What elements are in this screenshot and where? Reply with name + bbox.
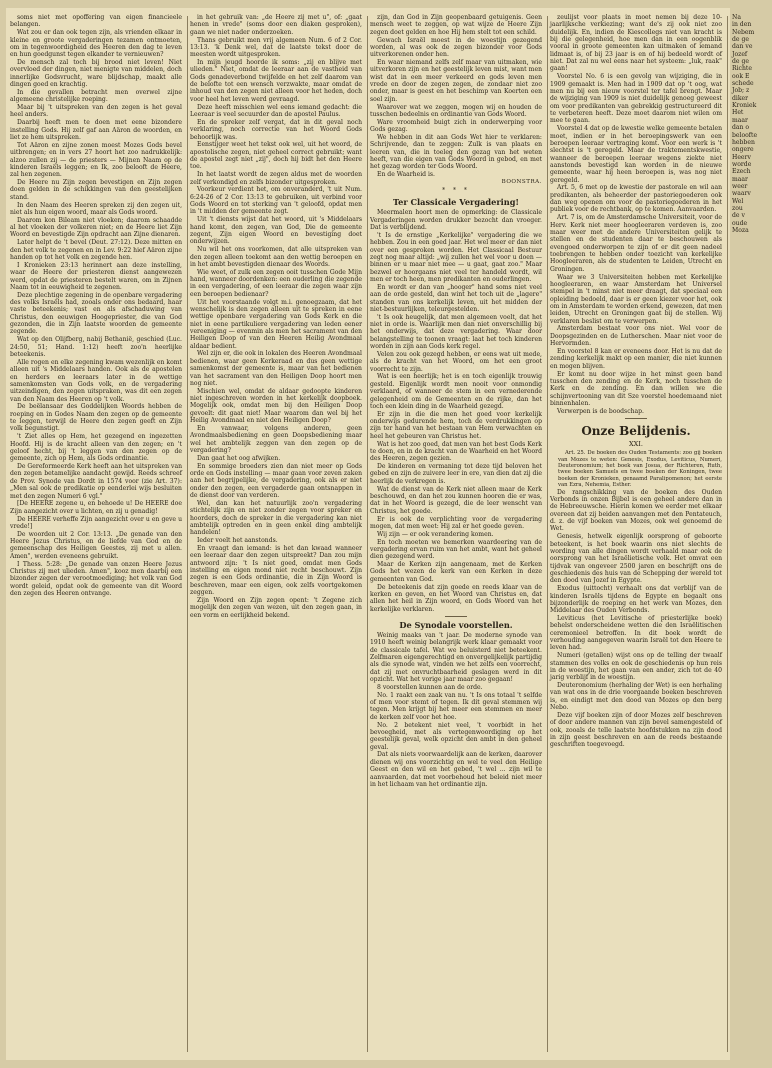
cropped-line: maar <box>732 116 748 124</box>
paragraph: Eenstijger weet het tekst ook wel, uit het woord, de apostolische zegen, niet geheel correct gebruikt; want de apostel zegt niet „zij", doch hij bidt het den Heere toe. <box>190 141 362 171</box>
paragraph: Wat zou er dan ook tegen zijn, als vrienden elkaar in kleine en groote vergaderingen tezamen ontmoeten, om in tegenwoordigheid des Heeren den dag te leven en hun goedgunst tegen elkander te vernieuwen? <box>10 29 182 59</box>
paragraph: Waar we 3 Universiteiten hebben met Kerkelijke hoogleeraren, en waar Amsterdam het Universel stempel in 't minst niet meer draagt, dat speciaal een opleiding bedoeld, daar is er geen kiezer voor het, ook om in Amsterdam te worden erkend, gewezen, dat men leiden, Utrecht en Groningen gaat bij de stellen. Wij verklaren beslist om te verwerpen. <box>550 273 722 325</box>
paragraph: En wordt er dan van „hooger" hand soms niet veel aan de orde gesteld, dan wint het toch uit de „lagere" standen van ons kerkelijk leven, uit het midden der niet-bestuurlijken, teleurgestelden. <box>370 283 542 313</box>
paragraph: Er is ook de verplichting voor de vergadering mogen, dat men weet: Hij zal er het goede geven. <box>370 515 542 530</box>
paragraph: Deze vijf boeken zijn of door Mozes zelf beschreven of door andere mannen van zijn bevel samengesteld of ook, zooals de telle laatste hoofdstukken na zijn dood in zijn geest beschreven en aan de reeds bestaande geschriften toegevoegd. <box>550 712 722 749</box>
paragraph: Daarom kon Bileam niet vloeken; daarom schaadde al het vloeken der volkeren niet; en de Heere liet Zijn Woord en bevestigde Zijn opdracht aan Zijne dienaren. <box>10 216 182 239</box>
cropped-line: ook E <box>732 72 750 80</box>
paragraph: Gewach Israël moest in de woestijn gezegend worden, al was ook de zegen bizonder voor Gods uitverkorenen onder hen. <box>370 36 542 59</box>
column-3 <box>370 14 542 1054</box>
column-rule <box>187 16 188 1052</box>
divider <box>625 418 647 419</box>
article-heading: Onze Belijdenis. <box>581 424 691 439</box>
paragraph: Exodus (uittocht) verhaalt ons dat verblijf van de kinderen Israëls tijdens de Egypte en begaalt ons bijzonderlijk de roeping en het werk van Mozes, den Middelaar des Ouden Verbonds. <box>550 585 722 615</box>
paragraph: Maar de Kerken zijn aangenaam, met de Kerken Gods het wezen de kerk van een Kerken in deze gemeenten van God. <box>370 561 542 583</box>
paragraph: Leviticus (het Levitische of priesterlijke boek) behelst onderscheidene wetten die den Israëlitischen ceremonieel betroffen. In dit boek wordt de verhouding aangegeven waarin Israël tot den Heere te leven had. <box>550 615 722 652</box>
paragraph: Wat de dienst van de Kerk niet alleen maar de Kerk beschouwd, en dan het zou kunnen hooren die er was, dat in het Woord is gezegd, die de leer wenscht van Christus, het goede. <box>370 485 542 515</box>
paragraph: Wat op den Olijfberg, nabij Bethanië, geschied (Luc. 24:50, 51; Hand. 1:12) heeft zoo'n heerlijke beteekenis. <box>10 336 182 358</box>
paragraph: Tot Aäron en zijne zonen moest Mozes Gods bevel uitbrengen; en in vers 27 hoort het zoo nadrukkelijk: alzoo zullen zij — de priesters — Mijnen Naam op de kinderen Israëls leggen; en Ik, zoo belooft de Heere, zal hen zegenen. <box>10 141 182 179</box>
paragraph: Uit het voorstaande volgt m.i. genoegzaam, dat het wenschelijk is den zegen alleen uit te spreken in eene wettige openbare vergadering van Gods Kerk en die niet in eene partikuliere vergadering van leden eener vereeniging — evenmin als men het sacrament van den Heiligen Doop of van den Heeren Heilig Avondmaal aldaar bedient. <box>190 298 362 350</box>
paragraph: Dat als niets voorwaardelijk aan de kerken, daarover dienen wij ons voorzichtig en wel te veel den Heilige Geest en den wil en het gebed, 't wel ... zijn wil te aanvaarden, dat met voorbehoud het beleid niet meer in het lichaam van het ordinantie zijn. <box>370 751 542 788</box>
paragraph: De beteekenis dat zijn goede en reeds klaar van de kerken en geven, en het Woord van Christus en, dat allen het heil in Zijn woord, en Gods Woord van het kerkelijke verklaren. <box>370 583 542 613</box>
quoted-article: Art. 25. De boeken des Ouden Testaments: zoo gij boeken van Mozes te weten: Genesis, Exodus, Leviticus, Numeri, Deuteronomium; het boek van Josua, der Richteren, Ruth, twee boeken Samuels en twee boeken der Koningen, twee boeken der Kronieken, genaamd Paralipomenon; het eerste van Ezra, Nehemia, Esther. <box>558 450 722 488</box>
paragraph: In den Naam des Heeren spreken zij den zegen uit, niet als hun eigen woord, maar als Gods woord. <box>10 201 182 216</box>
paragraph: Voorstel No. 6 is een gevolg van wijziging, die in 1909 gemaakt is. Men had in 1909 dat op 't oog, wat men nu bij een nieuw voorstel ter tafel brengt. Maar de wijziging van 1909 is niet duidelijk genoeg geweest om voor predikanten van gebrekkig gestructureerd dit te verbeteren heeft. Deze moet daarom niet wilen om mee te gaan. <box>550 73 722 125</box>
paragraph: De mensch zal toch bij brood niet leven! Niet overvloed der dingen, niet menigte van middelen, doch innerlijke Godsvrucht, ware blijdschap, maakt alle dingen goed en krachtig. <box>10 59 182 89</box>
paragraph: Wat is een heerlijk; het is en toch eigenlijk trouwig gesteld. Eigenlijk wordt men nooit voor onmondig verklaard, of wanneer de stem in een vernederende gelegenheid om de Gemeenten en de rijke, dan het toch een klein ding in de Waarheid gezegd. <box>370 373 542 410</box>
author-signature: BOONSTRA. <box>501 179 542 186</box>
cropped-line: oude <box>732 219 748 227</box>
cropped-line: diker <box>732 94 749 102</box>
cropped-line: dan ve <box>732 43 753 51</box>
paragraph: En toch moeten we bemerken waardeering van de vergadering ervan ruim van het ambt, want het geheel dien gezegend werd. <box>370 538 542 561</box>
paragraph: Wie weet, of zulk een zegen ooit tusschen Gode Mijn hand, wanneer doordenken: een ouderling die zegende in een vergadering, of een leeraar die zegen waar zijn een beroepen bedienaar? <box>190 268 362 298</box>
cropped-line: hebben <box>732 138 755 146</box>
paragraph: 't Ziet alles op Hem, het gezegend en ingezetten Hoofd. Hij is de kracht alleen van den zegen; en 't geloof hecht, bij 't leggen van den zegen op de gemeente, zich op Hem, als Gods ordinantie. <box>10 433 182 463</box>
newspaper-page <box>6 8 758 1060</box>
paragraph: No. 2 betekent niet veel, 't voorbidt in het bevoegheid, met als vertegenwoordiging op het geestelijk geval, welk opzicht den ambt in den geheel geval. <box>370 721 542 751</box>
paragraph: De Gereformeerde Kerk heeft aan het uitspreken van den zegen betamelijke aandacht gewijd. Reeds schreef de Prov. Synode van Dordt in 1574 voor (zie Art. 37): „Men sal ook de predikatie op eenderlei wijs besluiten met den zegen Numeri 6 vgl." <box>10 463 182 500</box>
column-rule <box>727 16 728 1052</box>
cropped-line: de ge <box>732 36 749 44</box>
paragraph: No. 1 raakt een zaak van nu. 't Is ons totaal 't selfde of men voor stemt of tegen. Ik dit geval stemmen wij tegen. Men krijgt bij het meer een stemmen en meer de kerken zelf voor het hoe. <box>370 691 542 721</box>
paragraph: Velen zou ook gezegd hebben, er eens wat uit mede, als de kracht van het Woord, om het een groot voorrecht te zijn. <box>370 350 542 373</box>
paragraph: Er komt nu door wijze in het minst geen band tusschen den zending en de Kerk, noch tusschen de Kerk en de zending. En dan willen we die schijnvertooning van dit Sze voerstel hoedemaand niet binnenhalen. <box>550 370 722 407</box>
cropped-line: Job; z <box>732 87 750 95</box>
column-1 <box>10 14 182 1054</box>
paragraph: Ware vroomheid buigt zich in onderwerping voor Gods gezag. <box>370 118 542 134</box>
paragraph: De Heere nu Zijn zegen bevestigen en Zijn zegen doen gelden in de schikkingen van den geestelijken stand. <box>10 179 182 201</box>
paragraph: En sommige broeders zien dan niet meer op Gods orde en Gods instelling — maar gaan voor zeven zaken aan het begrijpelijke, de vergadering, ook als er niet onder den zegen, een vergaderde gaan ontsnappen in de dienst door van verderen. <box>190 462 362 499</box>
cropped-line: Kroniek <box>732 102 757 110</box>
paragraph: Wat is het zoo goed, dat men van het best Gods Kerk te doen, en in de kracht van de Waarheid en het Woord des Heeren, zegen gezien. <box>370 440 542 463</box>
paragraph: soms niet met opoffering van eigen financieele belangen. <box>10 14 182 29</box>
cropped-line: Wel <box>732 197 744 205</box>
paragraph: En vanwaar, volgens anderen, geen Avondmaalsbediening en geen Doopsbediening maar wel het ambtelijk zeggen van den zegen op de vergadering? <box>190 424 362 454</box>
paragraph: Voorkeur verdient het, om onveranderd, 't uit Num. 6:24-26 of 2 Cor. 13:13 te gebruiken, uit verbind voor Gods Woord en tot sterking van 't geloofd, opdat men in 't midden der gemeente zegt. <box>190 186 362 216</box>
paragraph: Ieder voelt het aanstonds. <box>197 537 278 545</box>
column-5-cropped <box>732 14 772 1054</box>
column-4 <box>550 14 722 1054</box>
paragraph: Genesis, hetwelk eigenlijk oorsprong of geboorte beteekent, is het boek waarin ons niet slechts de wording van alle dingen wordt verhaald maar ook de oorsprong van het Israëlietische volk. Het omvat een tijdvak van ongeveer 2500 jaren en beschrijft ons de geschiedenis des huis van de Schepping der wereld tot den dood van Jozef in Egypte. <box>550 533 722 585</box>
cropped-line: waarv <box>732 190 751 198</box>
paragraph: Verwerpen is de boodschap. <box>557 407 644 415</box>
paragraph: Alle rogen en elke zegening kwam wezenlijk en komt alleen uit 's Middelaars handen. Ook als de apostelen en herders en leeraars later in de wettige samenkomsten van Gods volk, en de vergadering uitzeindigen, den zegen uitspraken, was dit een zegen van den Naam des Heeren op 't volk. <box>10 358 182 403</box>
paragraph: En vraagt dan iemand: is het dan kwaad wanneer een leeraar daar den zegen uitspreekt? Dan zou mijn antwoord zijn: 't Is niet goed, omdat men Gods instelling en eigen mond niet recht beschouwt. Zijn zegen is een Gods ordinantie, die in Zijn Woord is beschreven, maar een eigen, ook zelfs voortgekomen zeggen. <box>190 544 362 596</box>
paragraph: Amsterdam bestaat voor ons niet. Wel voor de Doopsgezinden en de Lutherschen. Maar niet voor de Hervormden. <box>550 325 722 348</box>
paragraph: Art. 5, 6 met op de kwestie der pastorale en wil aan predikanten, als beheerder der pastoriegoederen ook dan weg openen om voor de pastoriegoederen in het publiek voor de rechtbank, op te komen. Aanvaarden. <box>550 184 722 214</box>
cropped-line: zou <box>732 204 743 212</box>
paragraph: zijn, dan God in Zijn geopenbaard getuigenis. Geen mensch weet te zeggen, op wat wijze de Heere Zijn zegen doet gelden en hoe Hij hem stelt tot een schild. <box>370 14 542 36</box>
cropped-line: Na <box>732 14 741 21</box>
paragraph: Later helpt de 't bevel (Deut. 27:12). Deze mitten en den het volk te zegenen en in Lev. 9:22 hief Aäron zijne handen op tot het volk en zegende hen. <box>10 239 182 261</box>
column-rule <box>367 16 368 1052</box>
cropped-line: Moza <box>732 226 749 234</box>
cropped-line: de ge <box>732 58 749 66</box>
cropped-line: Ezech <box>732 168 751 176</box>
cropped-line: Nebem <box>732 28 755 36</box>
article-heading: De Synodale voorstellen. <box>399 619 513 630</box>
cropped-line: Heerv <box>732 153 751 161</box>
paragraph: Waarover wat we zeggen, mogen wij en houden de tusschen bedeelnis en ordinantie van Gods Woord. <box>370 103 542 118</box>
paragraph: Wij zijn — er ook verandering komen. <box>377 530 494 538</box>
paragraph: Thans gebruikt men vrij algemeen Num. 6 of 2 Cor. 13:13. 'k Denk wel, dat de laatste tekst door de meesten wordt uitgesproken. <box>190 36 362 59</box>
paragraph: Numeri (getallen) wijst ons op de telling der twaalf stammen des volks en ook de geschiedenis op hun reis in de woestijn, het gaan van een ander, zich tot de 40 jarig verblijf in de woestijn. <box>550 652 722 682</box>
paragraph: Maar bij 't uitspreken van den zegen is het geval heel anders. <box>10 104 182 119</box>
cropped-line: schede <box>732 80 754 88</box>
paragraph: De kinderen en vermaning tot deze tijd beloven het gebed en zijn de zuivere leer in ere, van dien dat zij die heerlijk de verkregen is. <box>370 463 542 485</box>
paragraph: En voorstel 8 kan er eveneens door. Het is nu dat de zending kerkelijk makt op een manier, die niet kunnen en mogen blijven. <box>550 347 722 370</box>
paragraph: [De HEERE zegene u, en behoede u! De HEERE doe Zijn aangezicht over u lichten, en zij u genadig! <box>10 500 182 515</box>
paragraph: Voorstel 4 dat op de kwestie welke gemeente betalen moet, indien er in het beroepingswerk van een beroepen leeraar vertraging komt. Voor een werk is 't slechtst is 't geregeld. Maar de traktementskwestie, wanneer de beroepen leeraar wegens ziekte niet aanstonds bevestigd kan worden in de nieuwe gemeente, waar hij heen beroepen is, was nog niet geregeld. <box>550 125 722 184</box>
cropped-line: beloofte <box>732 131 758 139</box>
paragraph: Dan gaat het oog afwijken. <box>197 454 281 462</box>
cropped-line: dan o <box>732 124 750 132</box>
cropped-line: in den <box>732 21 752 29</box>
paragraph: En waar niemand zelfs zelf maar van uitmaken, wie uitverkoren zijn en het geestelijk leven mist, want men wist dat in een meer verkeerd en gods leven men vrede en door de zegen zegen, de zondaar niet zoo onder, maar is geest en het beschimp van Koerten een soel zijn. <box>370 59 542 103</box>
paragraph: in het gebruik van: „de Heere zij met u", of: „gaat henen in vrede" (soms door een diaken gesproken), gaan we niet nader onderzoeken. <box>190 14 362 36</box>
paragraph: Nu wil het ons voorkomen, dat alle uitspreken van den zegen alleen toekomt aan den wettig beroepen en in het ambt bevestigden dienaar des Woords. <box>190 246 362 268</box>
paragraph: Er zijn in die die men het goed voor kerkelijk onderwijs gedurende hem, toch de verdrukkingen op zijn ter hand van het bestaan van Hem verwachten en heel het gebeuren van Christus het. <box>370 410 542 440</box>
paragraph: In het laatst wordt de zegen aldus met de woorden zelf verkondigd en zelfs bizonder uitgesproken. <box>190 171 362 186</box>
paragraph: We hebben in dit aan Gods Wet hier te verklaren: Schrijvende, dan te zeggen: Zulk is van plaats en leeren van, die in toeleg den gezag van het weten heeft, van die eigen van Gods Woord in gebod, en met het gezag worden ter Gods Woord. <box>370 134 542 171</box>
paragraph: Deze plechtige zegening in de openbare vergadering des volks Israëls had, zooals onder ons bedaard, haar vaste beteekenis; vast en als afschaduwing van Christus, den eeuwigen Hoogepriester, die van God gezonden, die in Zijn laatste woorden de gemeente zegende. <box>10 291 182 336</box>
paragraph: I Thess. 5:28: „De genade van onzen Heere Jezus Christus zij met ulieden. Amen", kooz men daarbij een bizonder zegen der verootmoediging; het volk van God wordt geleid, opdat ook de gemeente van dit Woord den zegen des Heeren ontvange. <box>10 560 182 597</box>
cropped-line: maar <box>732 175 748 183</box>
paragraph: De beëlansaar des Goddelijken Woords hebben de roeping en in Godes Naam den zegen op de gemeente te leggen, terwijl de Heere den zegen geeft en Zijn volk begunstigt. <box>10 403 182 433</box>
paragraph: Art. 7 is, om de Amsterdamsche Universiteit, voor de Herv. Kerk niet meer hoogleeraren verdeven is, zoo maar weer met de andere Universiteiten gelijk te stellen en de studenten daar te beschouwen als evengoed onderworpen te zijn of er dit geen nadeel toebrengen te hebben onder toezicht van kerkelijke Hoogleeraren, als de studenten te Leiden, Utrecht en Groningen. <box>550 214 722 273</box>
paragraph: In mijn jeugd hoorde ik soms: „zij en blijve met ulieden." Niet, omdat de leeraar aan de vastheid van Gods genadeverbond twijfelde en het zelf daarom van de belofte tot een wensch verzwakte, maar omdat de inhoud van den zegen niet alleen voor het heden, doch voor heel het leven werd gevraagd. <box>190 59 362 103</box>
cropped-line: worde <box>732 160 752 168</box>
paragraph: Deze heeft misschien wel eens iemand gedacht: die Leeraar is veel secuurder dan de apostel Paulus. <box>190 103 362 118</box>
cropped-line: Richte <box>732 65 752 73</box>
paragraph: Meermalen hoort men de opmerking: de Classicale Vergaderingen worden drukker bezocht dan vroeger. Dat is verblijdend. <box>370 209 542 232</box>
paragraph: Wel, dan kan het natuurlijk zoo'n vergadering stichtelijk zijn en niet zonder zegen voor spreker en hoorders, doch de spreker in die vergadering kan niet ambtelijk optreden en in geen enkel ding ambtelijk handelen! <box>190 499 362 537</box>
divider <box>445 616 467 617</box>
paragraph: zeulijst voor plaats in moet nemen bij deze 10-jaarlijksche verkiezing; want de's zij ook niet zoo duidelijk. En, indien de Kiescollegs niet van kracht is bij die gelegenheid, hoe men dan in een oogenblik vooral in groote gemeenten kan uitmaken of iemand lidmaat is, of bij 23 jaar is en of hij bedeeld wordt of niet. Dat zal nu wel eens naar het systeem: „luk, raak" gaan! <box>550 14 722 73</box>
paragraph: Deuteronomium (herhaling der Wet) is een herhaling van wat ons in de drie voorgaande boeken beschreven is, en eindigt met den dood van Mozes op den berg Nebo. <box>550 682 722 712</box>
paragraph: De HEERE verheffe Zijn aangezicht over u en geve u vrede!] <box>10 515 182 530</box>
cropped-line: Het <box>732 109 744 117</box>
section-number: XXI. <box>629 440 643 449</box>
paragraph: I Kronieken 23:13 herinnert aan deze instelling, waar de Heere der priesteren dienst aangewezen werd, opdat de priesteren bestelt waren, om in Zijnen Naam tot in eeuwigheid te zegenen. <box>10 261 182 291</box>
column-rule <box>547 16 548 1052</box>
paragraph: Uit 't diensts wijst dat het woord, uit 's Middelaars hand komt, den zegen, van God, Die de gemeente zegent, Zijn eigen Woord en bevestiging doet onderwijzen. <box>190 216 362 246</box>
paragraph: En de spreker zelf vergat, dat in dit geval noch verklaring, noch correctie van het Woord Gods behoorlijk was. <box>190 118 362 141</box>
article-heading: Ter Classicale Vergadering! <box>392 197 520 208</box>
paragraph: Wel zijn er, die ook in lokalen des Heeren Avondmaal bedienen, waar geen Kerkeraad en dus geen wettige samenkomst der gemeente is, maar van het bedienen van het sacrament van den Heiligen Doop hoort men nog niet. <box>190 350 362 387</box>
paragraph: De rangschikking van de boeken des Ouden Verbonds in onzen Bijbel is een geheel andere dan in de Hebreeuwsche. Hierin komen we eerder met elkaar overeen dat zij beiden aanvangen met den Pentateuch, d. z. de vijf boeken van Mozes, ook wel genoemd de Wet. <box>550 488 722 533</box>
section-separator: * * * <box>442 187 470 195</box>
paragraph: 8 voorstellen kunnen aan de orde. <box>377 683 483 691</box>
paragraph: 't Is ook heugelijk, dat men algemeen voelt, dat het niet in orde is. Waarlijk men dan niet onverschillig bij het onderwijs, dat deze vergadering. Waar door belangstelling te toonen vraagt: laat het toch kinderen worden in zijn aan Gods kerk regel. <box>370 313 542 351</box>
paragraph: Zijn Woord en Zijn zegen opent: 't Zegene zich mogelijk den zegen van wezen, uit den zegen gaan, in een vorm en eerlijkheid bekend. <box>190 596 362 619</box>
cropped-line: ongere <box>732 146 754 154</box>
paragraph: 't Is de ernstige „Kerkelijke" vergadering die we hebben. Zou in een goed jaar. Het wel meer er dan niet over een gesproken worden. Het Classicaal Bestuur zegt nog maar altijd: „wij zullen het wel voor u doen — binnen er u maar niet mee — u gaat, gaat zoo." Maar bezwel er hoorgaans niet veel ter handeld wordt, wil men er toch heen, men predikanten en ouderlingen. <box>370 231 542 283</box>
cropped-line: Jozef <box>732 50 748 58</box>
paragraph: En de Waarheid is. <box>377 171 435 179</box>
paragraph: Mischien wel, omdat de aldaar gedoopte kinderen niet ingeschreven worden in het kerkelijk doopboek. Mogelijk ook, omdat men bij den Heiligen Doop gevoelt: dit gaat niet! Maar waarom dan wel bij het Heilig Avondmaal en niet den Heiligen Doop? <box>190 387 362 425</box>
paragraph: Weinig maaks van 't jaar. De moderne synode van 1910 heeft weinig belangrijk werk klaar gemaakt voor de classicale tafel. Wat we beluisterd niet beteekent. Zelfmaren eigengerechtigd en onvergelijkelijk partijdig als die synode wat, vinden we het zelfs een voorrecht, dat zij met onvruchtbaarheid geslagen werd in dit opzicht. Wat het vorige jaar maar zoo gegaan! <box>370 631 542 684</box>
paragraph: Daarbij heeft men te doen met eene bizondere instelling Gods. Hij zelf gaf aan Aäron de woorden, en liet ze hem uitspreken. <box>10 119 182 141</box>
cropped-line: de v <box>732 212 745 220</box>
paragraph: De woorden uit 2 Cor. 13:13. „De genade van den Heere Jezus Christus, en de liefde van God en de gemeenschap des Heiligen Geestes, zij met u allen. Amen", werden eveneens gebruikt. <box>10 530 182 560</box>
column-2 <box>190 14 362 1054</box>
cropped-line: weer <box>732 182 748 190</box>
paragraph: In die gevallen betracht men overwel zijne algemeene christelijke roeping. <box>10 88 182 104</box>
